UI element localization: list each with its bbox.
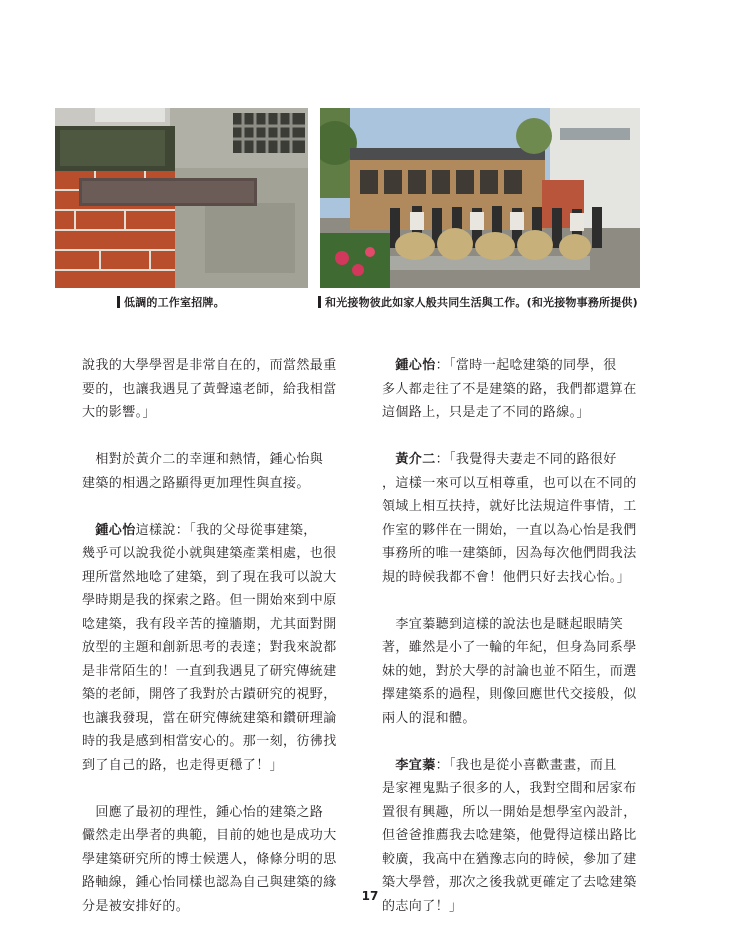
text-line xyxy=(382,777,662,801)
text-line xyxy=(82,730,382,754)
text-line xyxy=(82,801,382,825)
line-text: 多人都走往了不是建築的路，我們都還算在 xyxy=(382,381,637,397)
paragraph xyxy=(82,448,382,495)
line-text: 相對於黃介二的幸運和熱情，鍾心怡與 xyxy=(82,452,324,467)
text-line xyxy=(82,613,382,637)
article-column-right xyxy=(382,354,662,918)
text-line xyxy=(382,707,662,731)
text-line xyxy=(382,754,662,778)
text-line xyxy=(82,448,382,472)
line-text: 的志向了！」 xyxy=(382,898,463,914)
text-line xyxy=(82,472,382,496)
line-text: 放型的主題和創新思考的表達；對我來說都 xyxy=(82,640,337,655)
line-text: 擇建築系的過程，則像回應世代交接般，似 xyxy=(382,687,637,702)
text-line xyxy=(82,754,382,778)
text-line xyxy=(382,848,662,872)
photo-caption-left xyxy=(117,294,225,310)
line-text: 儼然走出學者的典範，目前的她也是成功大 xyxy=(82,828,337,843)
text-line xyxy=(82,566,382,590)
caption-text: 低調的工作室招牌。 xyxy=(124,296,225,309)
paragraph xyxy=(382,354,662,425)
paragraph xyxy=(82,354,382,425)
text-line xyxy=(382,801,662,825)
line-text: 較廣，我高中在猶豫志向的時候，參加了建 xyxy=(382,851,637,867)
line-text: 也讓我發現，當在研究傳統建築和鑽研理論 xyxy=(82,710,337,726)
text-line xyxy=(382,824,662,848)
line-text: 但爸爸推薦我去唸建築，他覺得這樣出路比 xyxy=(382,828,637,843)
line-text: 是家裡鬼點子很多的人，我對空間和居家布 xyxy=(382,781,637,796)
line-text: 大的影響。」 xyxy=(82,405,156,420)
text-line xyxy=(82,848,382,872)
line-text: 路軸線，鍾心怡同樣也認為自己與建築的緣 xyxy=(82,875,337,890)
line-text: 兩人的混和體。 xyxy=(382,710,476,726)
line-text: 事務所的唯一建築師，因為每次他們問我法 xyxy=(382,546,637,561)
text-line xyxy=(82,660,382,684)
text-line xyxy=(82,824,382,848)
text-line xyxy=(382,636,662,660)
speaker-name: 鍾心怡 xyxy=(382,358,436,373)
line-text: 幾乎可以說我從小就與建築產業相處，也很 xyxy=(82,546,337,561)
text-line xyxy=(82,519,382,543)
text-line xyxy=(82,636,382,660)
text-line xyxy=(382,519,662,543)
line-text: 規的時候我都不會！他們只好去找心怡。」 xyxy=(382,569,631,585)
line-text: ：「我也是從小喜歡畫畫，而且 xyxy=(435,757,617,773)
text-line xyxy=(82,542,382,566)
text-line xyxy=(382,448,662,472)
text-line xyxy=(82,707,382,731)
paragraph xyxy=(82,519,382,778)
photo-caption-right xyxy=(318,294,638,310)
line-text: 這樣說：「我的父母從事建築， xyxy=(135,522,317,538)
text-line xyxy=(382,566,662,590)
text-line xyxy=(382,683,662,707)
caption-text: 和光接物彼此如家人般共同生活與工作。(和光接物事務所提供) xyxy=(325,296,638,309)
caption-marker xyxy=(117,296,120,308)
speaker-name: 鍾心怡 xyxy=(82,522,136,538)
line-text: 學建築研究所的博士候選人，條條分明的思 xyxy=(82,851,337,867)
line-text: 著，雖然是小了一輪的年紀，但身為同系學 xyxy=(382,640,637,655)
line-text: 時的我是感到相當安心的。那一刻，彷彿找 xyxy=(82,734,337,749)
line-text: 建築的相遇之路顯得更加理性與直接。 xyxy=(82,475,310,491)
line-text: 到了自己的路，也走得更穩了！」 xyxy=(82,757,284,773)
line-text: 領域上相互扶持，就好比法規這件事情，工 xyxy=(382,499,637,514)
line-text: 置很有興趣，所以一開始是想學室內設計， xyxy=(382,804,637,820)
speaker-name: 黃介二 xyxy=(382,452,436,467)
line-text: 說我的大學學習是非常自在的，而當然最重 xyxy=(82,358,337,373)
line-text: 李宜蓁聽到這樣的說法也是瞇起眼睛笑 xyxy=(382,616,624,632)
text-line xyxy=(382,495,662,519)
text-line xyxy=(382,660,662,684)
line-text: 築大學營，那次之後我就更確定了去唸建築 xyxy=(382,875,637,890)
text-line xyxy=(82,401,382,425)
line-text: 作室的夥伴在一開始，一直以為心怡是我們 xyxy=(382,522,637,538)
line-text: 是非常陌生的！一直到我遇見了研究傳統建 xyxy=(82,663,337,679)
text-line xyxy=(382,613,662,637)
text-line xyxy=(382,401,662,425)
text-line xyxy=(82,354,382,378)
line-text: 學時期是我的探索之路。但一開始來到中原 xyxy=(82,593,337,608)
speaker-name: 李宜蓁 xyxy=(382,757,436,773)
paragraph xyxy=(382,448,662,589)
team-group-photo xyxy=(320,108,640,288)
text-line xyxy=(382,472,662,496)
caption-marker xyxy=(318,296,321,308)
text-line xyxy=(82,683,382,707)
line-text: ：「我覺得夫妻走不同的路很好 xyxy=(435,452,617,467)
page-number: 17 xyxy=(361,889,379,903)
line-text: ，這樣一來可以互相尊重，也可以在不同的 xyxy=(382,475,637,491)
text-line xyxy=(382,542,662,566)
line-text: 唸建築，我有段辛苦的撞牆期，尤其面對開 xyxy=(82,616,337,632)
line-text: 分是被安排好的。 xyxy=(82,898,190,914)
line-text: 回應了最初的理性，鍾心怡的建築之路 xyxy=(82,804,324,820)
text-line xyxy=(82,589,382,613)
line-text: 這個路上，只是走了不同的路線。」 xyxy=(382,405,590,420)
text-line xyxy=(382,378,662,402)
line-text: 要的，也讓我遇見了黃聲遠老師，給我相當 xyxy=(82,381,337,397)
line-text: 理所當然地唸了建築，到了現在我可以說大 xyxy=(82,569,337,585)
text-line xyxy=(382,354,662,378)
article-column-left xyxy=(82,354,382,918)
paragraph xyxy=(382,613,662,731)
line-text: ：「當時一起唸建築的同學，很 xyxy=(435,358,617,373)
line-text: 築的老師，開啓了我對於古蹟研究的視野， xyxy=(82,687,337,702)
line-text: 妹的她，對於大學的討論也並不陌生，而選 xyxy=(382,663,637,679)
text-line xyxy=(82,378,382,402)
studio-sign-photo xyxy=(55,108,308,288)
